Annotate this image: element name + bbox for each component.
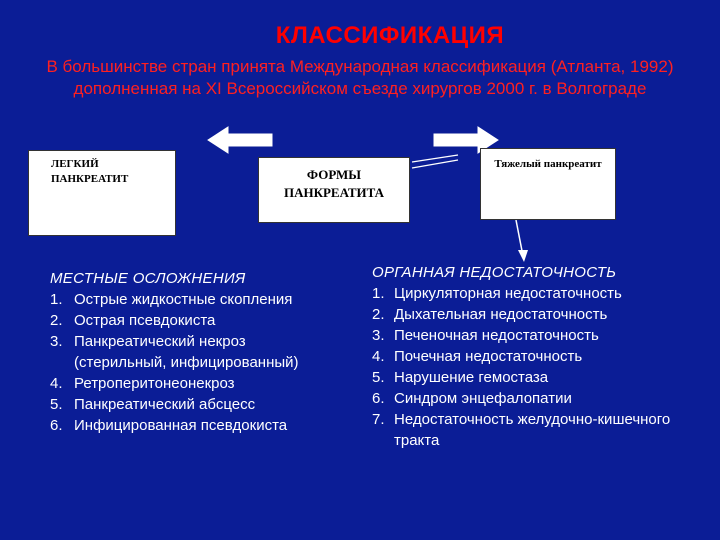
organ-failure-heading: ОРГАННАЯ НЕДОСТАТОЧНОСТЬ: [372, 264, 617, 281]
list-item: 3. Панкреатический некроз (стерильный, инфицированный): [50, 333, 299, 371]
box-severe-pancreatitis: Тяжелый панкреатит: [480, 148, 616, 220]
list-item: 6. Синдром энцефалопатии: [372, 390, 572, 407]
list-item: 4. Ретроперитонеонекроз: [50, 375, 235, 392]
list-item: 2. Острая псевдокиста: [50, 312, 216, 329]
list-item: 4. Почечная недостаточность: [372, 348, 583, 365]
list-item: 7. Недостаточность желудочно-кишечного тракта: [372, 411, 671, 449]
list-item: 5. Нарушение гемостаза: [372, 369, 549, 386]
list-item: 1. Циркуляторная недостаточность: [372, 285, 622, 302]
slide-title: КЛАССИФИКАЦИЯ: [275, 22, 505, 49]
list-item: 5. Панкреатический абсцесс: [50, 396, 256, 413]
down-arrow-icon: [516, 220, 528, 262]
organ-failure: [372, 262, 712, 451]
slide-subtitle: В большинстве стран принята Международная классификация (Атланта, 1992) дополненная на XI Всероссийском съезде хирургов 2000 г. в Волгограде: [46, 57, 674, 98]
list-item: 1. Острые жидкостные скопления: [50, 291, 293, 308]
list-item: 3. Печеночная недостаточность: [372, 327, 599, 344]
local-complications: [50, 268, 330, 436]
box-mild-pancreatitis: ЛЕГКИЙ ПАНКРЕАТИТ: [28, 150, 176, 236]
local-complications-heading: МЕСТНЫЕ ОСЛОЖНЕНИЯ: [50, 270, 246, 287]
list-item: 2. Дыхательная недостаточность: [372, 306, 608, 323]
left-arrow-icon: [208, 127, 272, 153]
list-item: 6. Инфицированная псевдокиста: [50, 417, 288, 434]
box-pancreatitis-forms: ФОРМЫ ПАНКРЕАТИТА: [258, 157, 410, 223]
organ-failure-list: [372, 283, 712, 451]
local-complications-list: [50, 289, 330, 436]
connector-lines: [412, 155, 458, 168]
